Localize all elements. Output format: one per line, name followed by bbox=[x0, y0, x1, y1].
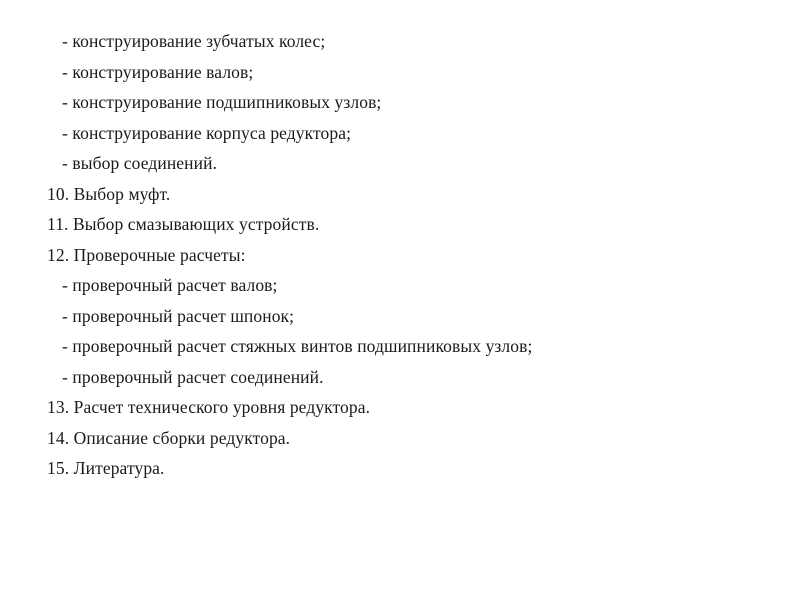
list-item-bolt-check: - проверочный расчет стяжных винтов подшипниковых узлов; bbox=[62, 336, 533, 356]
list-item-housing-design: - конструирование корпуса редуктора; bbox=[62, 122, 352, 143]
list-item-14-assembly: 14. Описание сборки редуктора. bbox=[47, 427, 291, 448]
list-item-12-verification: 12. Проверочные расчеты: bbox=[47, 244, 246, 265]
list-item-gear-design: - конструирование зубчатых колес; bbox=[62, 31, 326, 51]
list-item-joint-selection: - выбор соединений. bbox=[62, 153, 218, 173]
list-item-shaft-check: - проверочный расчет валов; bbox=[62, 275, 278, 295]
list-item-joint-check: - проверочный расчет соединений. bbox=[62, 366, 324, 387]
list-item-10-couplings: 10. Выбор муфт. bbox=[47, 183, 171, 204]
list-item-11-lubrication: 11. Выбор смазывающих устройств. bbox=[47, 214, 320, 234]
list-item-bearing-design: - конструирование подшипниковых узлов; bbox=[62, 92, 382, 112]
list-item-13-technical-level: 13. Расчет технического уровня редуктора. bbox=[47, 397, 371, 417]
list-item-key-check: - проверочный расчет шпонок; bbox=[62, 305, 295, 326]
contents-list bbox=[0, 26, 800, 484]
list-item-shaft-design: - конструирование валов; bbox=[62, 61, 254, 82]
list-item-15-literature: 15. Литература. bbox=[47, 458, 165, 478]
